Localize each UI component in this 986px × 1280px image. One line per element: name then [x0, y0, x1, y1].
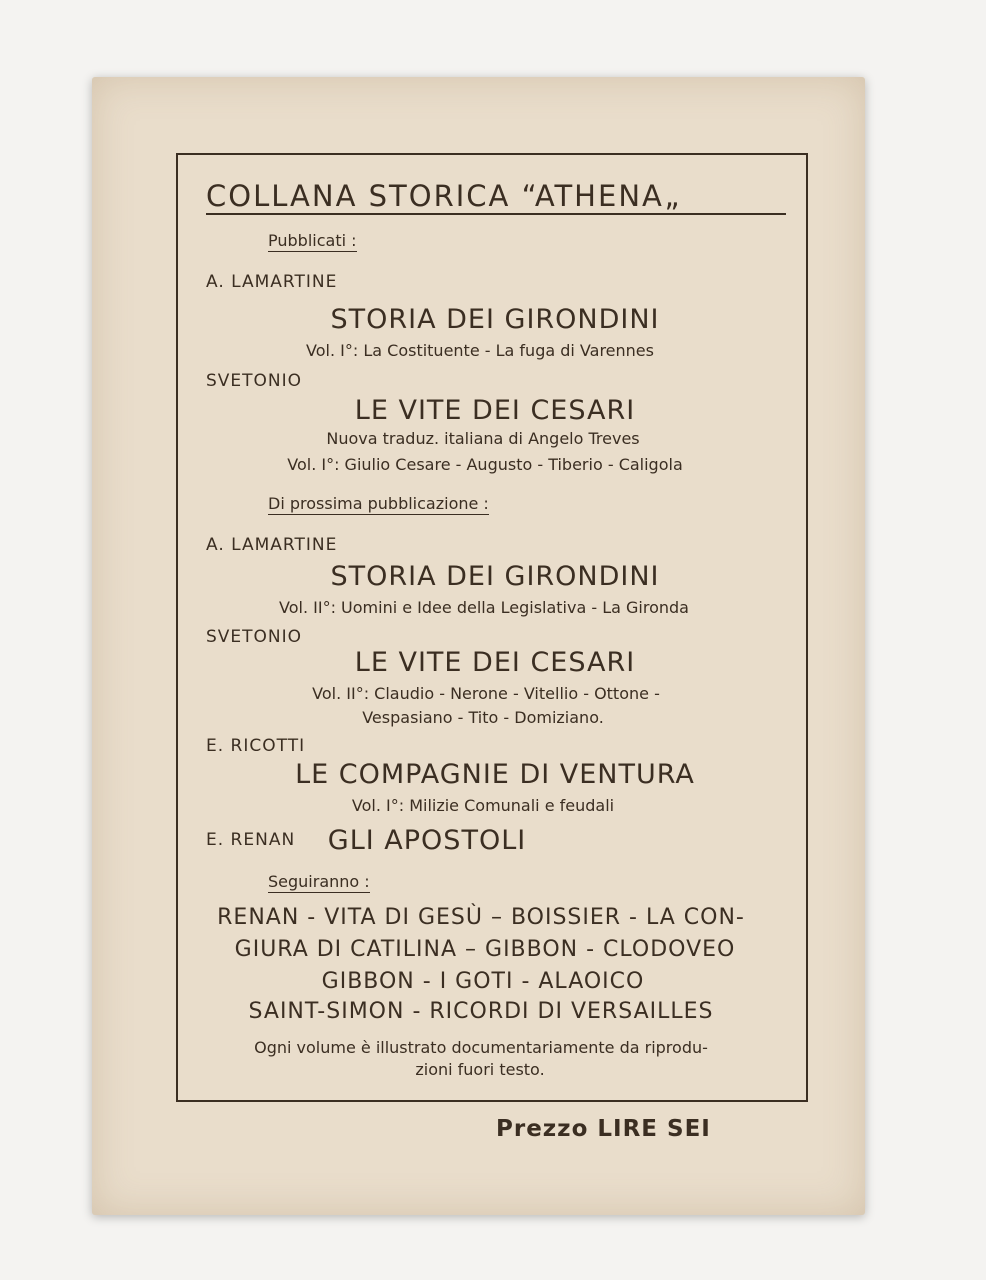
book-title: STORIA DEI GIRONDINI — [330, 561, 660, 592]
book-title: STORIA DEI GIRONDINI — [330, 304, 660, 335]
author-label: E. RENAN — [206, 830, 296, 850]
following-heading: Seguiranno : — [268, 872, 370, 891]
book-title: LE VITE DEI CESARI — [354, 395, 636, 426]
title-underline — [206, 213, 786, 215]
volume-line: Vol. II°: Claudio - Nerone - Vitellio - Ottone - — [312, 684, 660, 703]
author-label: SVETONIO — [206, 627, 303, 647]
upcoming-heading: Di prossima pubblicazione : — [268, 494, 489, 513]
price-label: Prezzo LIRE SEI — [496, 1116, 711, 1142]
volume-line: Vol. I°: Giulio Cesare - Augusto - Tiberio - Caligola — [287, 455, 683, 474]
volume-line: Vol. I°: La Costituente - La fuga di Varennes — [306, 341, 654, 360]
following-line: SAINT-SIMON - RICORDI DI VERSAILLES — [248, 999, 714, 1024]
series-title: COLLANA STORICA “ATHENA„ — [206, 179, 682, 213]
following-line: GIURA DI CATILINA – GIBBON - CLODOVEO — [234, 937, 736, 962]
author-label: A. LAMARTINE — [206, 272, 338, 292]
author-label: SVETONIO — [206, 371, 303, 391]
volume-line: Vespasiano - Tito - Domiziano. — [362, 708, 604, 727]
author-label: E. RICOTTI — [206, 736, 306, 756]
translation-line: Nuova traduz. italiana di Angelo Treves — [326, 429, 640, 448]
published-heading: Pubblicati : — [268, 231, 357, 250]
book-title: LE COMPAGNIE DI VENTURA — [295, 759, 695, 790]
author-label: A. LAMARTINE — [206, 535, 338, 555]
volume-line: Vol. II°: Uomini e Idee della Legislativa - La Gironda — [279, 598, 689, 617]
book-title: GLI APOSTOLI — [327, 825, 527, 856]
volume-line: Vol. I°: Milizie Comunali e feudali — [351, 796, 615, 815]
book-title: LE VITE DEI CESARI — [354, 647, 636, 678]
following-line: GIBBON - I GOTI - ALAOICO — [321, 969, 645, 994]
following-line: RENAN - VITA DI GESÙ – BOISSIER - LA CON- — [217, 905, 745, 930]
illustration-note: Ogni volume è illustrato documentariamente da riprodu- — [254, 1038, 708, 1057]
illustration-note: zioni fuori testo. — [415, 1060, 545, 1079]
